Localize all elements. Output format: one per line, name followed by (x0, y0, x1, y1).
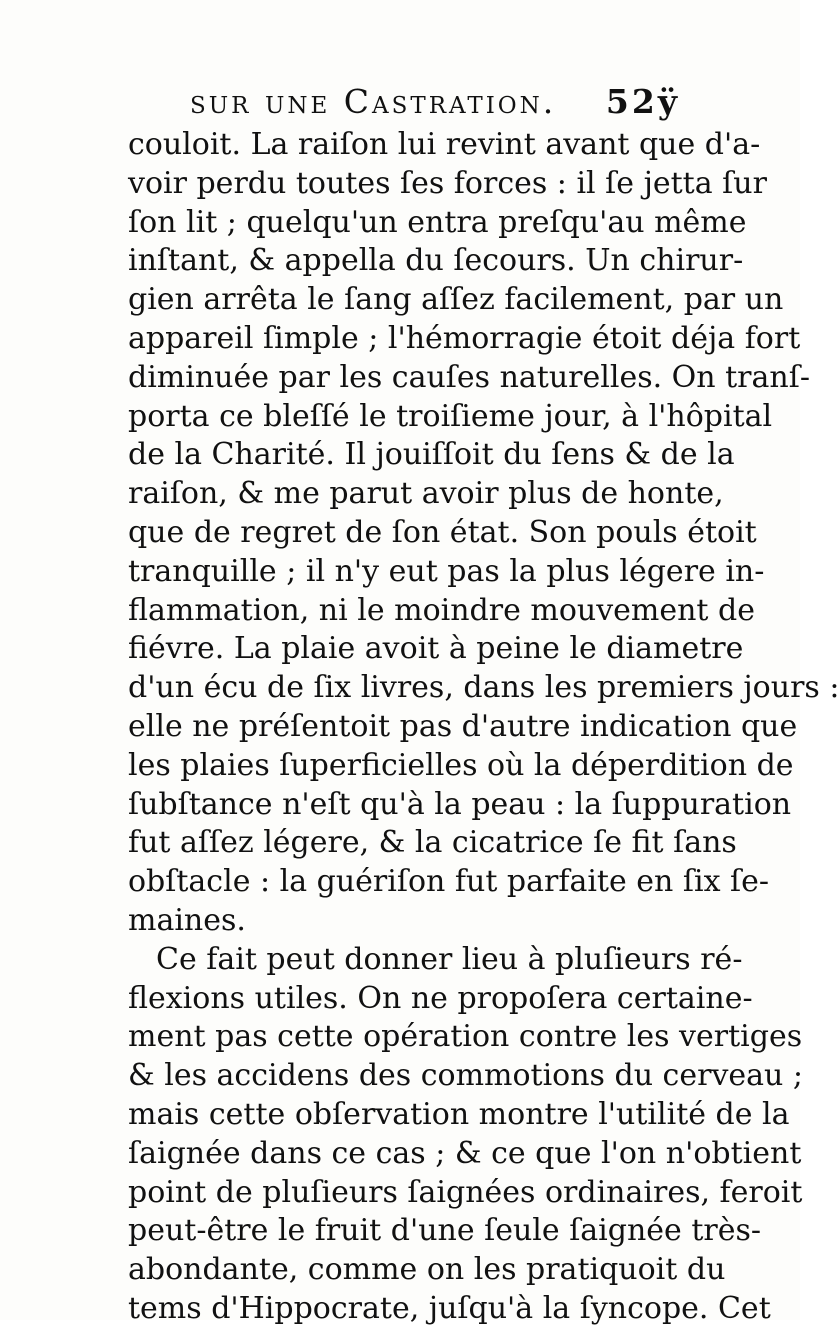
text-line: obſtacle : la guériſon fut parfaite en ſix ſe- (128, 864, 770, 900)
text-line: point de pluſieurs ſaignées ordinaires, feroit (128, 1174, 803, 1210)
text-line: ſon lit ; quelqu'un entra preſqu'au même (128, 204, 747, 240)
text-line: abondante, comme on les pratiquoit du (128, 1252, 726, 1288)
text-line: flammation, ni le moindre mouvement de (128, 592, 755, 628)
text-line: flexions utiles. On ne propoſera certaine- (128, 980, 753, 1016)
paragraph-end-line: maines. (128, 902, 246, 938)
text-line: ſubſtance n'eſt qu'à la peau : la ſuppuration (128, 786, 792, 822)
text-line: de la Charité. Il jouiſſoit du ſens & de la (128, 437, 735, 473)
text-line: fut aſſez légere, & la cicatrice ſe fit ſans (128, 825, 737, 861)
text-line: ſaignée dans ce cas ; & ce que l'on n'obtient (128, 1135, 802, 1171)
text-line: que de regret de ſon état. Son pouls étoit (128, 514, 757, 550)
running-title: sur une Castration. (190, 81, 557, 121)
text-line: elle ne préſentoit pas d'autre indication que (128, 708, 798, 744)
text-line: les plaies ſuperficielles où la déperdition de (128, 747, 794, 783)
body-text (128, 126, 839, 1329)
text-line: d'un écu de ſix livres, dans les premiers jours : (128, 670, 839, 706)
text-line: inſtant, & appella du ſecours. Un chirur- (128, 243, 744, 279)
text-line: mais cette obſervation montre l'utilité de la (128, 1096, 790, 1132)
page-number: 52ÿ (605, 81, 680, 121)
text-line: gien arrêta le ſang aſſez facilement, par un (128, 282, 784, 318)
text-line: couloit. La raiſon lui revint avant que d'a- (128, 127, 761, 162)
paragraph-start-line: Ce fait peut donner lieu à pluſieurs ré- (156, 941, 743, 977)
text-line: porta ce bleſſé le troiſieme jour, à l'hôpital (128, 398, 773, 434)
text-line: tranquille ; il n'y eut pas la plus légere in- (128, 553, 765, 589)
text-line: raiſon, & me parut avoir plus de honte, (128, 476, 724, 512)
text-line: diminuée par les cauſes naturelles. On tranſ- (128, 359, 810, 395)
running-head (190, 76, 680, 126)
text-line: & les accidens des commotions du cerveau ; (128, 1058, 803, 1094)
text-line: tems d'Hippocrate, juſqu'à la ſyncope. Cet (128, 1290, 771, 1326)
text-line: voir perdu toutes ſes forces : il ſe jetta ſur (128, 165, 767, 201)
text-line: peut-être le fruit d'une ſeule ſaignée très- (128, 1213, 762, 1249)
text-line: appareil ſimple ; l'hémorragie étoit déja fort (128, 320, 801, 356)
text-line: fiévre. La plaie avoit à peine le diametre (128, 631, 744, 667)
text-line: ment pas cette opération contre les vertiges (128, 1019, 803, 1055)
